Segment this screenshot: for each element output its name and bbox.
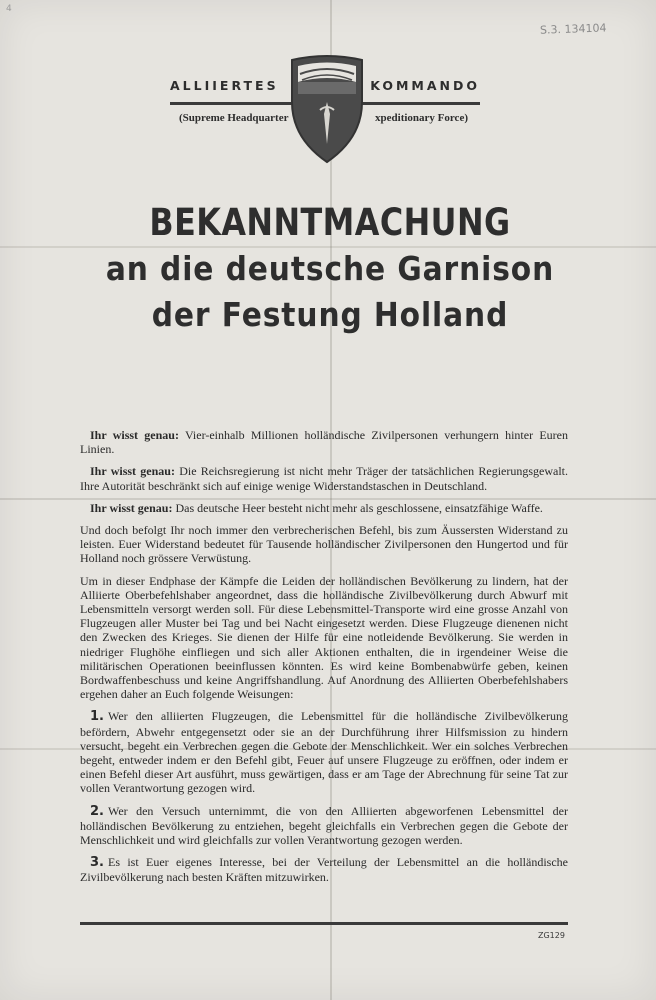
paragraph-lead: Ihr wisst genau: <box>90 428 179 442</box>
paragraph-text: Vier-einhalb Millionen holländische Zivilpersonen verhungern hinter Euren Linien. <box>80 428 568 457</box>
headline <box>60 200 600 338</box>
paragraph-text: Das deutsche Heer besteht nicht mehr als geschlossene, einsatzfähige Waffe. <box>172 500 543 515</box>
letterhead <box>160 52 490 172</box>
paragraph-lead: Ihr wisst genau: <box>90 464 175 479</box>
numbered-directive <box>80 804 568 848</box>
print-code: ZG129 <box>538 931 565 940</box>
paragraph: Um in dieser Endphase der Kämpfe die Leiden der holländischen Bevölkerung zu lindern, hat der Alliierte Oberbefehlshaber angeordnet, dass die holländische Zivilbevölkerung durch Abwurf mit Lebensmitteln versorgt werden soll. Für diese Lebensmittel-Transporte wird eine grosse Anzahl von Flugzeugen aller Muster bei Tag und bei Nacht eingesetzt werden. Diese Flugzeuge dienenen nicht den Zwecken des Krieges. Sie dienen der Hilfe für eine notleidende Bevölkerung. Sie werden in niedriger Flughöhe einfliegen und sich aller Aktionen enthalten, die in irgendeiner Weise die militärischen Operationen beeinflussen könnten. Es wird keine Bombenabwürfe geben, keinen Bordwaffenbeschuss und keine Angriffshandlung. Auf Anordnung des Alliierten Oberbefehlshabers ergehen daher an Euch folgende Weisungen: <box>80 573 568 702</box>
org-subtitle-left: (Supreme Headquarter <box>179 112 289 124</box>
paragraph <box>80 464 568 492</box>
footer-rule <box>80 922 568 925</box>
headline-line-3: der Festung Holland <box>151 295 509 334</box>
paragraph-lead: Ihr wisst genau: <box>90 500 173 515</box>
headline-line-1: BEKANNTMACHUNG <box>149 201 511 244</box>
org-name-right: KOMMANDO <box>370 78 480 93</box>
paragraph: Und doch befolgt Ihr noch immer den verbrecherischen Befehl, bis zum Äussersten Widerstand zu leisten. Euer Widerstand bedeutet für Tausende holländischer Zivilpersonen den Hungertod und für Holland noch grössere Verwüstung. <box>80 523 568 566</box>
directive-number: 3. <box>90 855 104 871</box>
proclamation-body <box>80 428 568 893</box>
paragraph-text: Die Reichsregierung ist nicht mehr Träger der tatsächlichen Regierungsgewalt. Ihre Autorität beschränkt sich auf einige wenige Widerstandstaschen in Deutschland. <box>80 464 569 493</box>
org-name-left: ALLIIERTES <box>170 78 279 93</box>
directive-number: 2. <box>90 803 104 819</box>
directive-number: 1. <box>90 709 104 725</box>
headline-line-2: an die deutsche Garnison <box>105 249 555 288</box>
numbered-directive <box>80 855 568 884</box>
org-subtitle-right: xpeditionary Force) <box>375 112 468 124</box>
paragraph <box>80 428 568 456</box>
archive-number: S.3. 134104 <box>539 21 607 37</box>
paragraph <box>80 501 568 515</box>
numbered-directive <box>80 709 568 795</box>
corner-mark: 4 <box>6 4 12 14</box>
directive-text: Wer den Versuch unternimmt, die von den Alliierten abgeworfenen Lebensmittel der holländischen Bevölkerung zu entziehen, begeht gleichfalls ein Verbrechen gegen die Gebote der Menschlichkeit und wird gleichfalls zur vollen Verantwortung gezogen werden. <box>80 803 568 848</box>
directive-text: Wer den alliierten Flugzeugen, die Lebensmittel für die holländische Zivilbevölkerung befördern, Abwehr entgegensetzt oder sie an der Durchführung ihrer Hilfsmission zu hindern versucht, begeht ein Verbrechen gegen die Gebote der Menschlichkeit. Wer ein solches Verbrechen begeht, entweder indem er den Befehl gibt, Feuer auf unsere Flugzeuge zu eröffnen, oder indem er einen Befehl dieser Art ausführt, muss gewärtigen, dass er am Tage der Abrechnung für seine Tat zur vollen Verantwortung gezogen wird. <box>80 709 568 796</box>
directive-text: Es ist Euer eigenes Interesse, bei der Verteilung der Lebensmittel an die holländische Zivilbevölkerung nach besten Kräften mitzuwirken. <box>80 855 568 885</box>
shield-emblem-icon <box>286 52 368 164</box>
